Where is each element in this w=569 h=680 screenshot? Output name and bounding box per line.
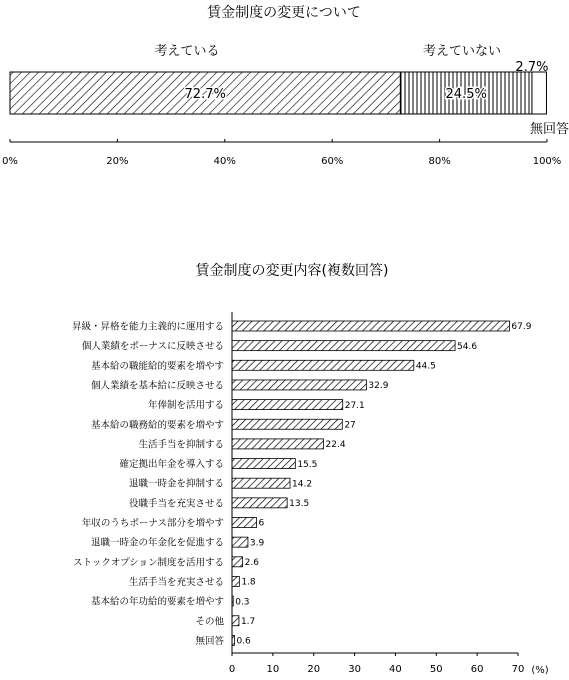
chart2-bar-8 (232, 478, 290, 488)
chart2-category-label-1: 個人業績をボーナスに反映させる (81, 341, 224, 353)
chart2-value-label-16: 0.6 (236, 636, 251, 647)
chart2-value-label-11: 3.9 (249, 538, 265, 549)
chart2-category-labels (72, 321, 225, 647)
chart2-value-label-9: 13.5 (289, 499, 310, 510)
chart1-tick-label-2: 40% (213, 156, 236, 167)
chart2-value-label-4: 27.1 (344, 400, 365, 411)
chart2-value-label-0: 67.9 (511, 322, 532, 333)
chart2-category-label-12: ストックオプション制度を活用する (73, 557, 224, 569)
chart1-category-label-0: 考えている (154, 44, 220, 59)
chart2-tick-label-6: 60 (470, 664, 484, 675)
chart1-value-label-1: 24.5% (445, 87, 487, 102)
chart1-tick-label-5: 100% (532, 156, 562, 167)
chart1-value-label-0: 72.7% (184, 87, 226, 102)
chart2-bar-0 (232, 321, 509, 331)
chart1-category-label-1: 考えていない (422, 44, 502, 59)
chart2-tick-label-1: 10 (266, 664, 280, 675)
chart2-bar-2 (232, 360, 414, 370)
chart2-category-label-11: 退職一時金の年金化を促進する (90, 537, 224, 549)
chart2-bar-11 (232, 537, 248, 547)
chart2-value-label-8: 14.2 (292, 479, 313, 490)
chart2-value-label-6: 22.4 (325, 440, 346, 451)
chart2-value-label-10: 6 (258, 518, 265, 529)
chart2-tick-label-2: 20 (307, 664, 321, 675)
chart2-category-label-10: 年収のうちボーナス部分を増やす (81, 518, 224, 529)
chart2-bar-10 (232, 518, 257, 528)
chart2-category-label-4: 年俸制を活用する (147, 400, 224, 412)
chart2-value-label-3: 32.9 (368, 381, 389, 392)
chart2-bar-7 (232, 459, 295, 469)
chart2-category-label-6: 生活手当を抑制する (138, 439, 224, 451)
chart1-value-label-2: 2.7% (515, 60, 549, 75)
chart2-tick-label-4: 40 (389, 664, 402, 675)
chart1-title: 賃金制度の変更について (207, 5, 361, 21)
chart2-bar-6 (232, 439, 324, 449)
chart2 (72, 262, 549, 676)
chart2-tick-label-0: 0 (228, 664, 236, 675)
chart1-bars (10, 60, 548, 114)
chart2-bar-3 (232, 380, 366, 390)
chart1 (2, 4, 569, 167)
chart2-value-label-15: 1.7 (240, 616, 256, 627)
chart2-category-label-16: 無回答 (195, 635, 224, 647)
chart2-category-label-9: 役職手当を充実させる (128, 498, 224, 510)
chart2-value-label-12: 2.6 (244, 558, 259, 568)
chart2-bar-1 (232, 341, 455, 351)
chart2-bar-9 (232, 498, 287, 508)
chart2-value-label-5: 27 (344, 420, 356, 431)
chart1-tick-label-1: 20% (106, 156, 129, 167)
chart2-tick-label-7: 70 (511, 664, 525, 675)
chart2-tick-label-3: 30 (348, 664, 361, 675)
chart2-bar-15 (232, 616, 239, 626)
chart2-bar-4 (232, 400, 343, 410)
chart2-unit-label: (%) (531, 665, 549, 676)
chart2-bar-12 (232, 557, 243, 567)
chart2-title: 賃金制度の変更内容(複数回答) (195, 263, 389, 279)
chart1-category-label-2: 無回答 (530, 122, 569, 137)
chart2-tick-label-5: 50 (429, 664, 443, 675)
chart2-bars (232, 321, 509, 645)
chart2-category-label-0: 昇級・昇格を能力主義的に運用する (71, 321, 224, 333)
chart2-category-label-2: 基本給の職能給的要素を増やす (90, 360, 224, 372)
chart2-value-label-14: 0.3 (235, 597, 250, 608)
chart1-segment-2 (532, 72, 546, 114)
chart2-category-label-5: 基本給の職務給的要素を増やす (90, 419, 224, 431)
chart2-category-label-15: その他 (195, 616, 224, 628)
chart2-category-label-3: 個人業績を基本給に反映させる (90, 380, 224, 392)
chart2-bar-5 (232, 419, 342, 429)
chart2-category-label-7: 確定拠出年金を導入する (119, 459, 224, 471)
chart2-value-label-1: 54.6 (457, 341, 478, 352)
chart2-value-label-13: 1.8 (241, 577, 256, 588)
chart2-value-label-7: 15.5 (297, 459, 318, 470)
chart1-axis (2, 139, 561, 167)
chart2-category-label-14: 基本給の年功給的要素を増やす (90, 596, 224, 608)
chart2-category-label-13: 生活手当を充実させる (128, 576, 224, 588)
chart1-tick-label-4: 80% (428, 156, 451, 167)
chart2-bar-13 (232, 576, 239, 586)
chart2-value-label-2: 44.5 (415, 361, 436, 372)
chart1-tick-label-0: 0% (2, 156, 18, 167)
chart2-category-label-8: 退職一時金を抑制する (128, 478, 224, 490)
chart1-tick-label-3: 60% (321, 156, 344, 167)
